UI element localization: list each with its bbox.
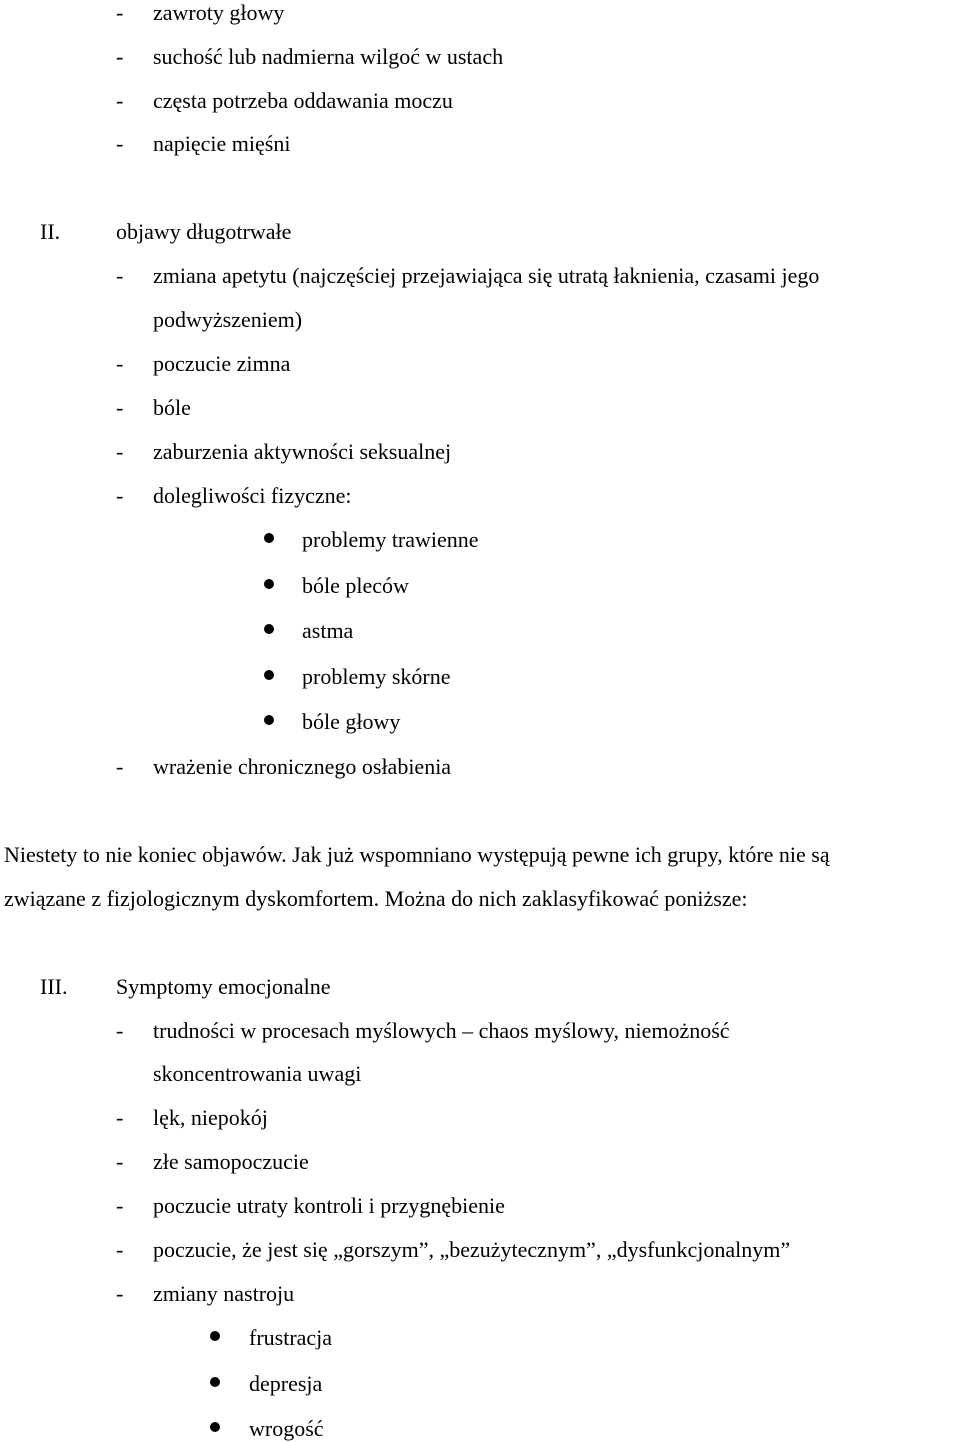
bullet-item: problemy trawienne: [302, 527, 479, 552]
bullet-icon: [210, 1422, 220, 1432]
dash-marker: -: [116, 395, 124, 420]
paragraph-line: Niestety to nie koniec objawów. Jak już wspomniano występują pewne ich grupy, które nie są: [4, 842, 830, 867]
dash-marker: -: [116, 483, 124, 508]
section-title: objawy długotrwałe: [116, 219, 292, 244]
dash-marker: -: [116, 754, 124, 779]
list-item: napięcie mięśni: [153, 131, 291, 156]
list-item: poczucie, że jest się „gorszym”, „bezużytecznym”, „dysfunkcjonalnym”: [153, 1237, 791, 1262]
bullet-icon: [264, 533, 274, 543]
list-item: zmiany nastroju: [153, 1281, 295, 1306]
bullet-icon: [264, 579, 274, 589]
bullet-item: depresja: [249, 1371, 323, 1396]
list-item: poczucie zimna: [153, 351, 291, 376]
list-item-continuation: skoncentrowania uwagi: [153, 1061, 362, 1086]
list-item: poczucie utraty kontroli i przygnębienie: [153, 1193, 505, 1218]
list-item: zaburzenia aktywności seksualnej: [153, 439, 452, 464]
list-item: suchość lub nadmierna wilgoć w ustach: [153, 44, 504, 69]
dash-marker: -: [116, 44, 124, 69]
dash-marker: -: [116, 1193, 124, 1218]
list-item: złe samopoczucie: [153, 1149, 309, 1174]
paragraph-line: związane z fizjologicznym dyskomfortem. Można do nich zaklasyfikować poniższe:: [4, 886, 748, 911]
dash-marker: -: [116, 131, 124, 156]
dash-marker: -: [116, 0, 124, 25]
dash-marker: -: [116, 439, 124, 464]
bullet-item: astma: [302, 618, 354, 643]
list-item-continuation: podwyższeniem): [153, 307, 303, 332]
list-item: zawroty głowy: [153, 0, 285, 25]
bullet-item: bóle głowy: [302, 709, 401, 734]
list-item: dolegliwości fizyczne:: [153, 483, 352, 508]
dash-marker: -: [116, 1237, 124, 1262]
list-item: wrażenie chronicznego osłabienia: [153, 754, 452, 779]
list-item: bóle: [153, 395, 191, 420]
dash-marker: -: [116, 1281, 124, 1306]
list-item: częsta potrzeba oddawania moczu: [153, 88, 453, 113]
dash-marker: -: [116, 351, 124, 376]
section-number: III.: [40, 974, 68, 999]
dash-marker: -: [116, 1105, 124, 1130]
bullet-item: frustracja: [249, 1325, 333, 1350]
list-item: lęk, niepokój: [153, 1105, 268, 1130]
bullet-icon: [264, 715, 274, 725]
section-number: II.: [40, 219, 61, 244]
bullet-item: bóle pleców: [302, 573, 409, 598]
section-title: Symptomy emocjonalne: [116, 974, 331, 999]
dash-marker: -: [116, 1149, 124, 1174]
dash-marker: -: [116, 88, 124, 113]
bullet-icon: [264, 670, 274, 680]
dash-marker: -: [116, 263, 124, 288]
dash-marker: -: [116, 1018, 124, 1043]
bullet-icon: [264, 624, 274, 634]
list-item: trudności w procesach myślowych – chaos myślowy, niemożność: [153, 1018, 730, 1043]
list-item: zmiana apetytu (najczęściej przejawiająca się utratą łaknienia, czasami jego: [153, 263, 820, 288]
bullet-item: wrogość: [249, 1416, 324, 1441]
bullet-item: problemy skórne: [302, 664, 451, 689]
bullet-icon: [210, 1331, 220, 1341]
bullet-icon: [210, 1377, 220, 1387]
